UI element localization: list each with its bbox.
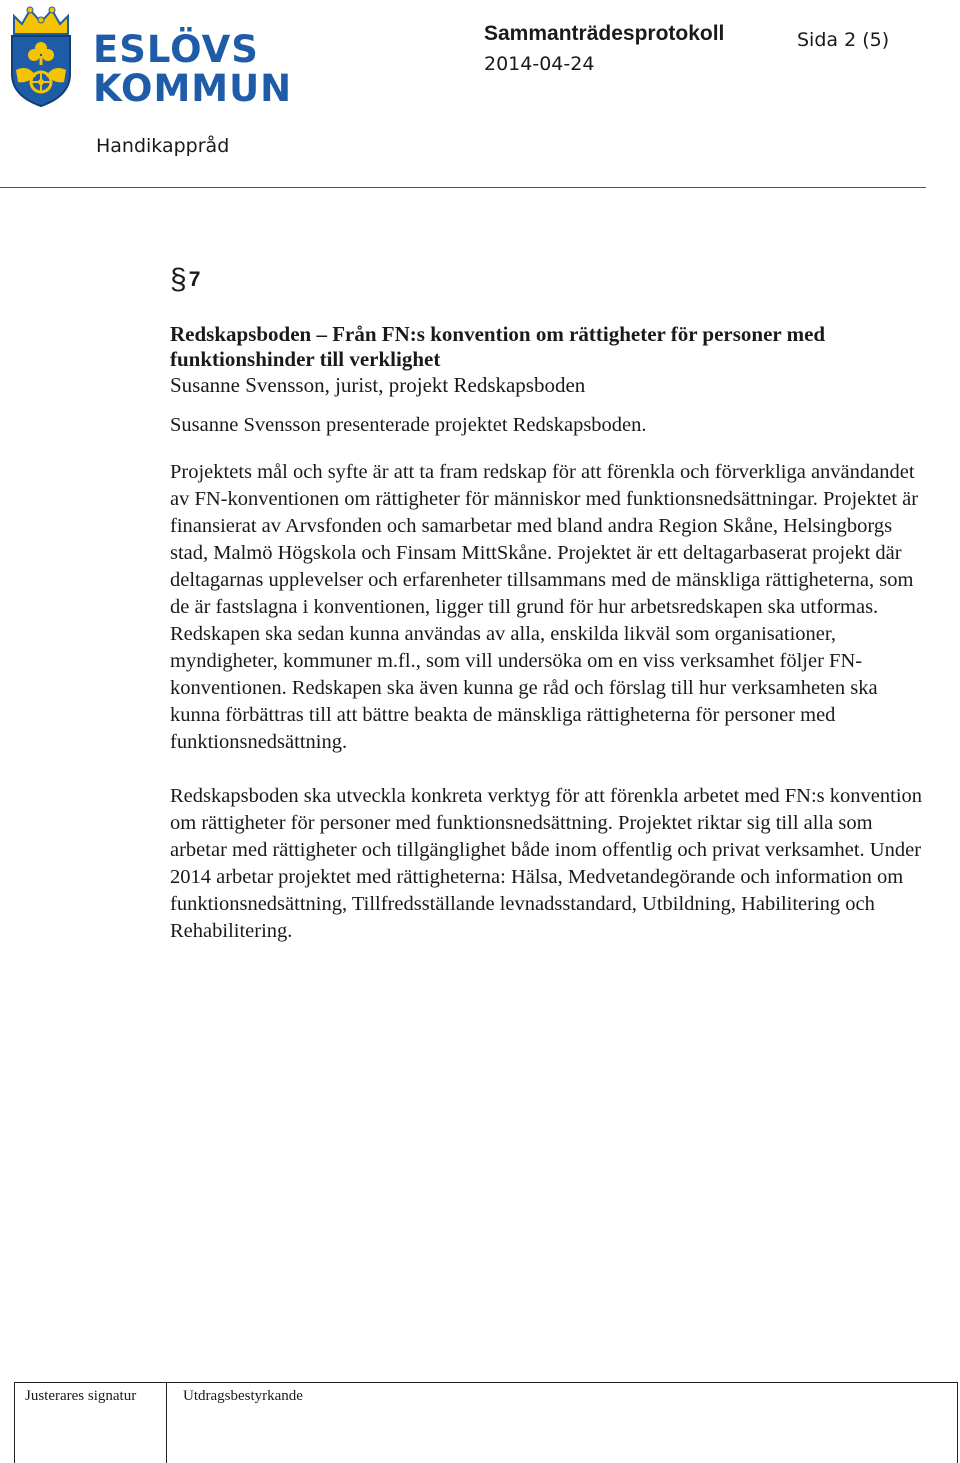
organization-unit: Handikappråd <box>96 135 230 157</box>
meeting-date: 2014-04-24 <box>484 53 595 75</box>
header-divider <box>0 187 926 188</box>
logo-line-1: ESLÖVS <box>93 28 259 71</box>
paragraph-3: Redskapsboden ska utveckla konkreta verktyg för att förenkla arbetet med FN:s konvention om rättigheter för personer med funktionsnedsättning. Projektet riktar sig till alla som arbetar med rättigheter och tillgänglighet både inom offentlig och privat verksamhet. Under 2014 arbetar projektet med rättigheterna: Hälsa, Medvetandegörande och information om funktionsnedsättning, Tillfredsställande levnadsstandard, Utbildning, Habilitering och Rehabilitering. <box>170 785 923 942</box>
page-number: Sida 2 (5) <box>797 29 890 51</box>
certified-extract-cell <box>167 1383 957 1463</box>
certified-extract-label: Utdragsbestyrkande <box>183 1388 303 1404</box>
coat-of-arms-icon <box>8 4 74 108</box>
municipality-logo-text <box>93 28 293 110</box>
presenter-line: Susanne Svensson, jurist, projekt Redskapsboden <box>170 373 586 397</box>
signature-footer <box>14 1382 958 1463</box>
paragraph-2: Projektets mål och syfte är att ta fram redskap för att förenkla och förverkliga användandet av FN-konventionen om rättigheter för människor med funktionsnedsättningar. Projektet är finansierat av Arvsfonden och samarbetar med bland andra Region Skåne, Helsingborgs stad, Malmö Högskola och Finsam MittSkåne. Projektet är ett deltagarbaserat projekt där deltagarnas upplevelser och erfarenheter tillsammans med de mänskliga rättigheterna, som de är fastslagna i konventionen, ligger till grund för hur arbetsredskapen ska utformas. Redskapen ska sedan kunna användas av alla, enskilda likväl som organisationer, myndigheter, kommuner m.fl., som vill undersöka om en viss verksamhet följer FN-konventionen. Redskapen ska även kunna ge råd och förslag till hur verksamheten ska kunna förbättras till att bättre beakta de mänskliga rättigheterna för personer med funktionsnedsättning. <box>170 461 919 753</box>
document-type: Sammanträdesprotokoll <box>484 22 725 45</box>
section-heading <box>170 322 930 372</box>
adjuster-signature-label: Justerares signatur <box>25 1388 137 1404</box>
heading-line-1: Redskapsboden – Från FN:s konvention om rättigheter för personer med <box>170 322 826 346</box>
adjuster-signature-cell <box>15 1383 167 1463</box>
section-number <box>170 260 200 294</box>
logo-line-2: KOMMUN <box>93 67 293 110</box>
heading-line-2: funktionshinder till verklighet <box>170 347 441 371</box>
section-symbol: § <box>170 263 187 296</box>
section-content <box>170 322 930 972</box>
section-number-value: 7 <box>188 268 201 291</box>
paragraph-1: Susanne Svensson presenterade projektet Redskapsboden. <box>170 414 647 436</box>
